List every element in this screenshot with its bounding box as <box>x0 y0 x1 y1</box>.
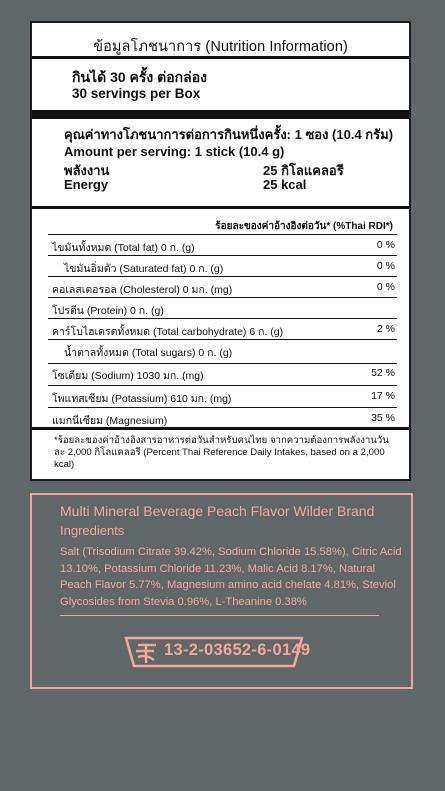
energy-en-value: 25 kcal <box>263 177 307 192</box>
divider <box>48 297 397 298</box>
product-name: Multi Mineral Beverage Peach Flavor Wilder Brand <box>60 503 375 519</box>
energy-th-value: 25 กิโลแคลอรี <box>263 163 344 178</box>
divider <box>48 234 397 235</box>
divider <box>48 339 397 340</box>
ingredients-panel <box>30 493 413 689</box>
nutrient-percent: 52 % <box>371 367 395 379</box>
nutrient-percent: 0 % <box>376 239 395 251</box>
amount-per-serving-th: คุณค่าทางโภชนาการต่อการกินหนึ่งครั้ง: 1 ซอง (10.4 กรัม) <box>64 127 394 142</box>
registration-number: 13-2-03652-6-0149 <box>164 641 311 659</box>
nutrient-percent: 17 % <box>371 390 395 402</box>
divider <box>48 318 397 319</box>
ingredients-heading: Ingredients <box>60 523 125 538</box>
nutrient-percent: 0 % <box>376 260 395 272</box>
ingredients-text: Salt (Trisodium Citrate 39.42%, Sodium Chloride 15.58%), Citric Acid 13.10%, Potassium Chloride 11.23%, Malic Acid 8.17%, Natural Peach Flavor 5.77%, Magnesium amino acid chelate 4.81%, Steviol Glycosides from Stevia 0.96%, L-Theanine 0.38% <box>60 546 402 608</box>
nutrient-label: โปรตีน (Protein) 0 ก. (g) <box>52 305 164 317</box>
divider <box>48 407 397 408</box>
nutrient-percent: 2 % <box>376 323 395 335</box>
rdi-header: ร้อยละของค่าอ้างอิงต่อวัน* (%Thai RDI*) <box>215 221 393 232</box>
nutrient-label: ไขมันทั้งหมด (Total fat) 0 ก. (g) <box>52 242 195 254</box>
nutrient-label: ไขมันอิ่มตัว (Saturated fat) 0 ก. (g) <box>64 263 224 275</box>
divider <box>48 363 397 364</box>
nutrient-label: คาร์โบไฮเดรตทั้งหมด (Total carbohydrate) 6 ก. (g) <box>52 326 284 338</box>
energy-th-label: พลังงาน <box>64 163 110 178</box>
divider <box>32 56 409 59</box>
divider <box>48 385 397 386</box>
nutrient-label: แมกนีเซียม (Magnesium) <box>52 415 168 427</box>
divider <box>32 110 409 119</box>
footnote: *ร้อยละของค่าอ้างอิงสารอาหารต่อวันสำหรับคนไทย จากความต้องการพลังงานวันละ 2,000 กิโลแคลอรี (Percent Thai Reference Daily Intakes, based on a 2,000 kcal) <box>54 435 389 470</box>
nutrient-label: คอเลสเตอรอล (Cholesterol) 0 มก. (mg) <box>52 284 233 296</box>
energy-en-label: Energy <box>64 177 109 192</box>
servings-en: 30 servings per Box <box>72 86 201 101</box>
divider <box>48 276 397 277</box>
divider <box>32 206 409 209</box>
nutrient-percent: 35 % <box>371 412 395 424</box>
divider <box>48 255 397 256</box>
servings-th: กินได้ 30 ครั้ง ต่อกล่อง <box>72 69 207 85</box>
nutrient-percent: 0 % <box>376 281 395 293</box>
nutrition-title: ข้อมูลโภชนาการ (Nutrition Information) <box>93 39 348 55</box>
divider <box>60 615 379 616</box>
nutrient-label: น้ำตาลทั้งหมด (Total sugars) 0 ก. (g) <box>64 347 233 359</box>
amount-per-serving-en: Amount per serving: 1 stick (10.4 g) <box>64 144 285 159</box>
nutrition-panel <box>30 21 411 481</box>
nutrient-label: โพแทสเซียม (Potassium) 610 มก. (mg) <box>52 393 232 405</box>
divider <box>32 427 409 430</box>
fda-registration-mark <box>124 636 311 668</box>
nutrient-label: โซเดียม (Sodium) 1030 มก. (mg) <box>52 370 204 382</box>
